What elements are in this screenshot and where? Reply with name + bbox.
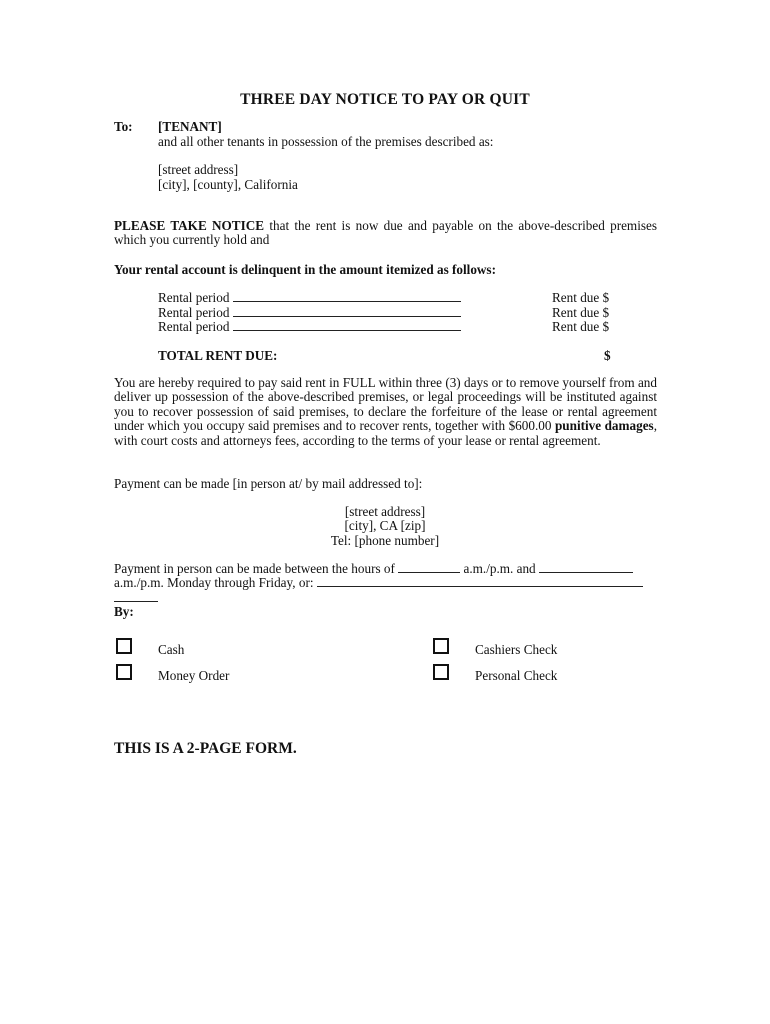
payment-street: [street address] xyxy=(344,504,426,519)
two-page-form-notice: THIS IS A 2-PAGE FORM. xyxy=(114,740,297,757)
hours-start-blank[interactable] xyxy=(398,561,460,573)
hours-text-2: a.m./p.m. and xyxy=(463,561,536,576)
cash-checkbox[interactable] xyxy=(116,638,132,654)
tenant-placeholder: [TENANT] xyxy=(158,119,222,134)
payment-city: [city], CA [zip] xyxy=(344,518,426,533)
page-title: THREE DAY NOTICE TO PAY OR QUIT xyxy=(240,91,530,108)
other-arrangement-blank[interactable] xyxy=(317,575,643,587)
rent-row xyxy=(158,290,461,305)
tenants-line: and all other tenants in possession of the premises described as: xyxy=(158,134,494,149)
rental-period-label: Rental period xyxy=(158,319,230,334)
by-label: By: xyxy=(114,604,134,619)
rent-row xyxy=(158,319,461,334)
by-signature-line[interactable] xyxy=(114,601,158,602)
notice-bold: PLEASE TAKE NOTICE xyxy=(114,218,265,233)
premises-city: [city], [county], California xyxy=(158,177,298,192)
payment-intro: Payment can be made [in person at/ by mail addressed to]: xyxy=(114,476,423,491)
personal-check-label: Personal Check xyxy=(475,668,558,683)
to-label: To: xyxy=(114,119,133,134)
cashiers-check-checkbox[interactable] xyxy=(433,638,449,654)
rent-row xyxy=(158,305,461,320)
hours-end-blank[interactable] xyxy=(539,561,633,573)
total-rent-currency: $ xyxy=(604,348,611,363)
hours-line-1 xyxy=(114,561,657,576)
requirement-text-2: , with court costs and attorneys fees, according to the terms of your lease or rental agreement. xyxy=(114,418,657,448)
notice-text: that the rent is now due and payable on the above-described premises which you currently hold and xyxy=(114,218,657,248)
money-order-label: Money Order xyxy=(158,668,230,683)
hours-text-3: a.m./p.m. Monday through Friday, or: xyxy=(114,575,314,590)
rental-period-blank[interactable] xyxy=(233,305,461,317)
hours-line-2 xyxy=(114,575,657,590)
rental-period-blank[interactable] xyxy=(233,290,461,302)
rent-due-label: Rent due $ xyxy=(552,319,610,334)
hours-text-1: Payment in person can be made between the hours of xyxy=(114,561,395,576)
cashiers-check-label: Cashiers Check xyxy=(475,642,558,657)
rental-period-label: Rental period xyxy=(158,305,230,320)
total-rent-label: TOTAL RENT DUE: xyxy=(158,348,278,363)
requirement-text-1: You are hereby required to pay said rent in FULL within three (3) days or to remove yourself from and deliver up possession of the above-described premises, or legal proceedings will be instituted against you to recover possession of said premises, to declare the forfeiture of the lease or rental agreement under which you occupy said premises and to recover rents, together with $600.00 xyxy=(114,375,657,434)
punitive-damages-text: punitive damages xyxy=(554,418,654,434)
payment-tel: Tel: [phone number] xyxy=(330,533,440,548)
delinquent-heading: Your rental account is delinquent in the amount itemized as follows: xyxy=(114,262,496,277)
rent-due-label: Rent due $ xyxy=(552,305,610,320)
money-order-checkbox[interactable] xyxy=(116,664,132,680)
notice-paragraph xyxy=(114,219,657,248)
premises-street: [street address] xyxy=(158,162,239,177)
rental-period-blank[interactable] xyxy=(233,319,461,331)
rent-due-label: Rent due $ xyxy=(552,290,610,305)
cash-label: Cash xyxy=(158,642,185,657)
rental-period-label: Rental period xyxy=(158,290,230,305)
personal-check-checkbox[interactable] xyxy=(433,664,449,680)
requirement-paragraph xyxy=(114,376,657,448)
